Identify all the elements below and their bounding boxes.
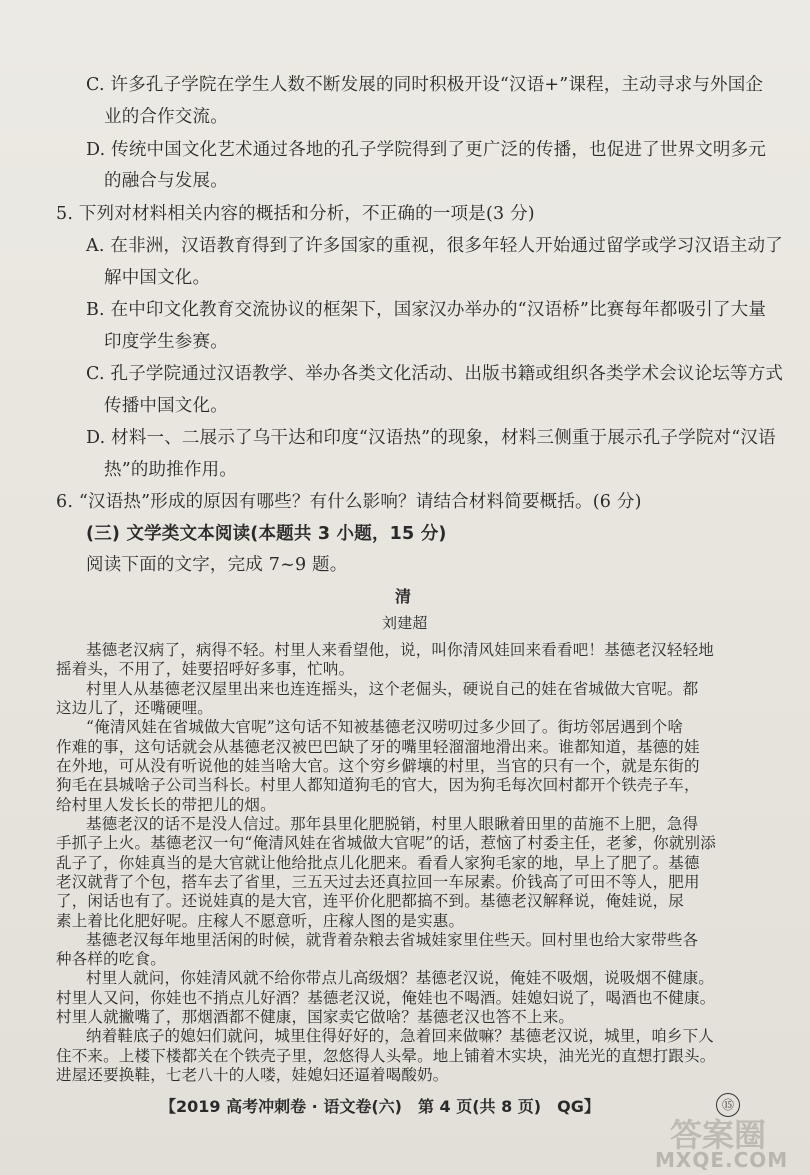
- option-c: C. 孔子学院通过汉语教学、举办各类文化活动、出版书籍或组织各类学术会议论坛等方式: [86, 364, 784, 384]
- text-line: 业的合作交流。: [104, 107, 228, 127]
- text-line: D. 传统中国文化艺术通过各地的孔子学院得到了更广泛的传播，也促进了世界文明多元: [86, 140, 767, 160]
- paragraph-line: 作难的事，这句话就会从基德老汉被巴巴缺了牙的嘴里轻溜溜地滑出来。谁都知道，基德的娃: [56, 737, 700, 756]
- instruction: 阅读下面的文字，完成 7~9 题。: [86, 555, 348, 575]
- text-line: 热”的助推作用。: [104, 460, 238, 480]
- paragraph-line: 村里人从基德老汉屋里出来也连连摇头，这个老倔头，硬说自己的娃在省城做大官呢。都: [86, 679, 699, 698]
- paragraph-line: 基德老汉病了，病得不轻。村里人来看望他，说，叫你清风娃回来看看吧！基德老汉轻轻地: [86, 641, 715, 659]
- paragraph-line: 摇着头，不用了，娃要招呼好多事，忙呐。: [56, 660, 355, 679]
- story-author: 刘建超: [382, 614, 428, 632]
- paragraph-line: 基德老汉的话不是没人信过。那年县里化肥脱销，村里人眼瞅着田里的苗施不上肥，急得: [86, 814, 699, 833]
- paragraph-line: 进屋还要换鞋，七老八十的人喽，娃媳妇还逼着喝酸奶。: [56, 1066, 449, 1084]
- section-heading: (三) 文学类文本阅读(本题共 3 小题，15 分): [86, 524, 447, 544]
- text-line: 解中国文化。: [104, 268, 211, 288]
- page-footer: 【2019 高考冲刺卷 · 语文卷(六) 第 4 页(共 8 页) QG】: [160, 1097, 600, 1116]
- option-b: B. 在中印文化教育交流协议的框架下，国家汉办举办的“汉语桥”比赛每年都吸引了大量: [86, 300, 767, 320]
- paragraph-line: 给村里人发长长的带把儿的烟。: [56, 795, 276, 814]
- paragraph-line: 乱子了，你娃真当的是大官就让他给批点儿化肥来。看看人家狗毛家的地，早上了肥了。基德: [56, 853, 700, 872]
- text-line: 传播中国文化。: [104, 396, 228, 416]
- paragraph-line: 素上着比化肥好呢。庄稼人不愿意听，庄稼人图的是实惠。: [56, 911, 465, 930]
- paragraph-line: 住不来。上楼下楼都关在个铁壳子里，忽悠得人头晕。地上铺着木实块，油光光的直想打跟头。: [56, 1046, 716, 1065]
- paragraph-line: 在外地，可从没有听说他的娃当啥大官。这个穷乡僻壤的村里，当官的只有一个，就是东街的: [56, 756, 700, 775]
- paragraph-line: 纳着鞋底子的媳妇们就问，城里住得好好的，急着回来做嘛？基德老汉说，城里，咱乡下人: [86, 1027, 715, 1046]
- text-line: C. 许多孔子学院在学生人数不断发展的同时积极开设“汉语+”课程，主动寻求与外国企: [86, 75, 764, 95]
- question-5: 5. 下列对材料相关内容的概括和分析，不正确的一项是(3 分): [56, 204, 535, 224]
- text-line: 的融合与发展。: [104, 171, 228, 191]
- paragraph-line: 老汉就背了个包，搭车去了省里，三五天过去还真拉回一车尿素。价钱高了可田不等人，肥用: [56, 872, 700, 891]
- paragraph-line: 种各样的吃食。: [56, 950, 166, 969]
- watermark-domain: MXQE.COM: [655, 1148, 789, 1172]
- paragraph-line: 村里人就问，你娃清风就不给你带点儿高级烟？基德老汉说，俺娃不吸烟，说吸烟不健康。: [86, 969, 715, 988]
- option-d: D. 材料一、二展示了乌干达和印度“汉语热”的现象，材料三侧重于展示孔子学院对“汉语: [86, 428, 776, 448]
- paragraph-line: 村里人又问，你娃也不捎点儿好酒？基德老汉说，俺娃也不喝酒。娃媳妇说了，喝酒也不健康。: [56, 988, 716, 1007]
- paragraph-line: 狗毛在县城啥子公司当科长。村里人都知道狗毛的官大，因为狗毛每次回村都开个铁壳子车，: [56, 776, 700, 795]
- paragraph-line: 了，闲话也有了。还说娃真的是大官，连平价化肥都搞不到。基德老汉解释说，俺娃说，尿: [56, 892, 685, 911]
- watermark-logo-text: 答案圈: [670, 1116, 767, 1154]
- paragraph-line: 基德老汉每年地里活闲的时候，就背着杂粮去省城娃家里住些天。回村里也给大家带些各: [86, 930, 699, 949]
- paragraph-line: 手抓子上火。基德老汉一句“俺清风娃在省城做大官呢”的话，惹恼了村委主任，老爹，你就别添: [56, 834, 716, 853]
- question-6: 6. “汉语热”形成的原因有哪些？有什么影响？请结合材料简要概括。(6 分): [56, 492, 642, 512]
- paragraph-line: “俺清风娃在省城做大官呢”这句话不知被基德老汉唠叨过多少回了。街坊邻居遇到个啥: [86, 718, 684, 737]
- paragraph-line: 村里人就撇嘴了，那烟酒都不健康，国家卖它做啥？基德老汉也答不上来。: [56, 1008, 575, 1026]
- text-line: 印度学生参赛。: [104, 332, 228, 352]
- option-a: A. 在非洲，汉语教育得到了许多国家的重视，很多年轻人开始通过留学或学习汉语主动了: [86, 236, 783, 256]
- story-title: 清: [395, 587, 412, 606]
- page-number-circle: ⑮: [716, 1093, 740, 1117]
- paragraph-line: 这边儿了，还嘴硬哩。: [56, 699, 214, 717]
- watermark: [600, 1110, 800, 1172]
